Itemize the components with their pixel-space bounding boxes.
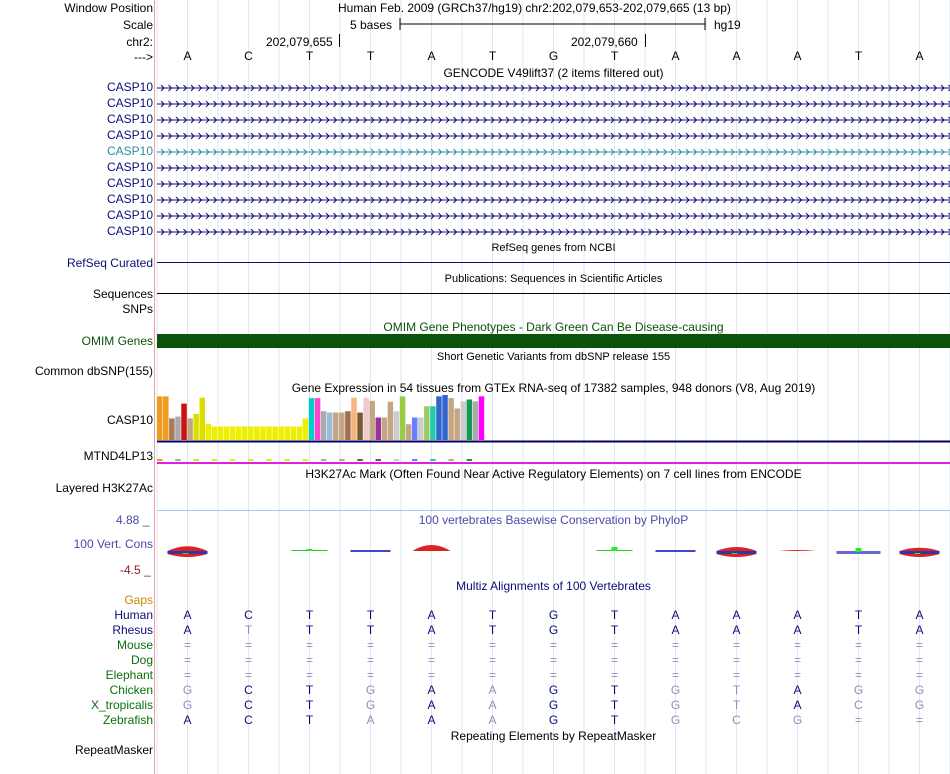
gtex-tissue-bar xyxy=(333,413,339,440)
multiz-aligned-base: G xyxy=(365,698,376,712)
multiz-aligned-base: = xyxy=(854,713,862,727)
scale-text: 5 bases xyxy=(350,18,393,32)
multiz-aligned-base: A xyxy=(793,683,802,697)
multiz-aligned-base: G xyxy=(182,683,193,697)
gtex-tissue-bar xyxy=(297,427,303,441)
multiz-aligned-base: G xyxy=(365,683,376,697)
multiz-aligned-base: = xyxy=(427,653,435,667)
multiz-aligned-base: A xyxy=(671,623,680,637)
phylop-score-glyph xyxy=(413,545,451,551)
dna-base: T xyxy=(488,49,497,63)
multiz-species-label[interactable]: Elephant xyxy=(105,668,153,682)
multiz-aligned-base: A xyxy=(427,608,436,622)
dna-base: A xyxy=(427,49,436,63)
refseq-curated-label[interactable]: RefSeq Curated xyxy=(66,256,153,270)
phylop-score-glyph xyxy=(900,548,940,557)
omim-genes-label[interactable]: OMIM Genes xyxy=(81,334,153,348)
gencode-transcript-label[interactable]: CASP10 xyxy=(106,96,153,110)
refseq-gene-line[interactable] xyxy=(157,262,950,263)
gencode-transcript-line xyxy=(157,197,950,203)
gtex-tissue-bar xyxy=(260,427,266,441)
gtex-tissue-bar xyxy=(339,413,345,440)
coordinate-tick-mark-2 xyxy=(645,34,646,47)
gtex-tissue-bar xyxy=(388,402,394,440)
gtex-tissue-bar xyxy=(436,396,442,440)
multiz-aligned-base: G xyxy=(792,713,803,727)
gencode-gene-models[interactable] xyxy=(157,80,950,240)
gtex-tissue-bar xyxy=(454,409,460,441)
multiz-aligned-base: G xyxy=(548,713,559,727)
scale-label[interactable]: Scale xyxy=(122,18,153,32)
phylop-score-glyph xyxy=(717,547,757,557)
window-position-text: Human Feb. 2009 (GRCh37/hg19) chr2:202,079,653-202,079,665 (13 bp) xyxy=(338,1,731,15)
gtex-tissue-bar xyxy=(181,404,187,440)
multiz-aligned-base: = xyxy=(366,668,374,682)
scale-bar xyxy=(399,17,711,31)
multiz-aligned-base: = xyxy=(549,653,557,667)
h3k27ac-track-title[interactable]: H3K27Ac Mark (Often Found Near Active Regulatory Elements) on 7 cell lines from ENCODE xyxy=(305,467,802,481)
gtex-tissue-bar xyxy=(175,417,181,440)
gtex-tissue-bar-small xyxy=(321,459,327,461)
gtex-tissue-bar xyxy=(448,398,454,440)
gtex-track-title[interactable]: Gene Expression in 54 tissues from GTEx RNA-seq of 17382 samples, 948 donors (V8, Aug 2019) xyxy=(291,381,816,395)
multiz-aligned-base: T xyxy=(610,623,619,637)
multiz-aligned-base: C xyxy=(854,698,863,712)
dna-base: A xyxy=(183,49,192,63)
gtex-tissue-bar-small xyxy=(193,459,199,461)
publications-track-title[interactable]: Publications: Sequences in Scientific Articles xyxy=(444,273,663,285)
multiz-aligned-base: = xyxy=(305,653,313,667)
multiz-aligned-base: T xyxy=(854,623,863,637)
gtex-tissue-bar xyxy=(236,427,242,441)
multiz-aligned-base: = xyxy=(183,638,191,652)
coordinate-tick-1: 202,079,655 xyxy=(266,35,333,49)
multiz-aligned-base: C xyxy=(244,698,253,712)
gtex-tissue-bar xyxy=(351,398,357,440)
multiz-aligned-base: = xyxy=(732,638,740,652)
gtex-tissue-bar-small xyxy=(266,459,272,461)
phylop-score-glyph xyxy=(168,546,208,557)
multiz-aligned-base: = xyxy=(549,668,557,682)
multiz-species-label[interactable]: Dog xyxy=(130,653,153,667)
gtex-tissue-bar-small xyxy=(303,459,309,461)
gtex-tissue-bar xyxy=(394,411,400,440)
multiz-aligned-base: = xyxy=(488,653,496,667)
multiz-aligned-base: T xyxy=(610,698,619,712)
phylop-conservation-graph[interactable] xyxy=(157,528,950,578)
multiz-species-label[interactable]: Zebrafish xyxy=(102,713,153,727)
multiz-aligned-base: = xyxy=(244,638,252,652)
gencode-transcript-label[interactable]: CASP10 xyxy=(106,144,153,158)
multiz-aligned-base: = xyxy=(366,638,374,652)
multiz-aligned-base: = xyxy=(793,638,801,652)
multiz-aligned-base: G xyxy=(548,698,559,712)
gtex-tissue-bar xyxy=(376,418,382,441)
gtex-tissue-bar xyxy=(369,401,375,440)
multiz-species-label[interactable]: Human xyxy=(114,608,153,622)
multiz-aligned-base: = xyxy=(366,653,374,667)
multiz-aligned-base: = xyxy=(671,653,679,667)
gencode-transcript-label[interactable]: CASP10 xyxy=(106,208,153,222)
multiz-aligned-base: = xyxy=(854,638,862,652)
dna-base: T xyxy=(854,49,863,63)
multiz-aligned-base: T xyxy=(305,698,314,712)
multiz-aligned-base: = xyxy=(305,668,313,682)
multiz-aligned-base: A xyxy=(915,623,924,637)
gtex-tissue-bar-small xyxy=(430,459,436,461)
gencode-transcript-label[interactable]: CASP10 xyxy=(106,160,153,174)
dna-base: T xyxy=(305,49,314,63)
dna-base: T xyxy=(366,49,375,63)
phylop-score-glyph xyxy=(779,550,817,551)
gtex-gene-label-casp10[interactable]: CASP10 xyxy=(106,413,153,427)
gencode-transcript-line xyxy=(157,149,950,155)
multiz-aligned-base: G xyxy=(670,683,681,697)
gtex-tissue-bar xyxy=(206,424,212,440)
multiz-aligned-base: T xyxy=(488,608,497,622)
layered-h3k27ac-label[interactable]: Layered H3K27Ac xyxy=(55,481,153,495)
gtex-tissue-bar-small xyxy=(248,459,254,461)
gtex-tissue-bar-small xyxy=(412,459,418,461)
multiz-aligned-base: C xyxy=(244,608,253,622)
dna-base: A xyxy=(671,49,680,63)
coordinate-tick-2: 202,079,660 xyxy=(571,35,638,49)
gencode-transcript-line xyxy=(157,133,950,139)
dna-base: A xyxy=(793,49,802,63)
gtex-tissue-bar xyxy=(315,398,321,440)
dna-base: A xyxy=(732,49,741,63)
gencode-transcript-label[interactable]: CASP10 xyxy=(106,192,153,206)
gtex-tissue-bar xyxy=(291,427,297,441)
gtex-tissue-bar xyxy=(212,427,218,441)
multiz-aligned-base: A xyxy=(488,683,497,697)
multiz-aligned-base: = xyxy=(488,668,496,682)
gtex-tissue-bar-small xyxy=(376,459,382,461)
multiz-aligned-base: A xyxy=(183,713,192,727)
multiz-aligned-base: A xyxy=(793,623,802,637)
multiz-aligned-base: T xyxy=(854,608,863,622)
gtex-tissue-bar xyxy=(218,427,224,441)
multiz-aligned-base: C xyxy=(244,713,253,727)
multiz-aligned-base: T xyxy=(732,683,741,697)
gtex-tissue-bar xyxy=(418,418,424,441)
gtex-expression-chart[interactable] xyxy=(157,395,950,467)
multiz-species-label[interactable]: X_tropicalis xyxy=(90,698,153,712)
gencode-transcript-label[interactable]: CASP10 xyxy=(106,128,153,142)
multiz-aligned-base: C xyxy=(244,683,253,697)
multiz-aligned-base: G xyxy=(914,698,925,712)
gencode-transcript-line xyxy=(157,181,950,187)
gencode-transcript-label[interactable]: CASP10 xyxy=(106,80,153,94)
strand-arrow-label[interactable]: ---> xyxy=(134,50,153,64)
multiz-aligned-base: A xyxy=(427,683,436,697)
gtex-tissue-bar xyxy=(157,396,163,440)
multiz-species-label[interactable]: Chicken xyxy=(109,683,153,697)
gtex-tissue-bar-small xyxy=(212,459,218,461)
multiz-aligned-base: A xyxy=(427,713,436,727)
gtex-tissue-bar xyxy=(266,427,272,441)
multiz-aligned-base: A xyxy=(793,608,802,622)
multiz-aligned-base: T xyxy=(488,623,497,637)
multiz-aligned-base: = xyxy=(854,668,862,682)
gtex-tissue-bar-small xyxy=(467,459,473,461)
gencode-transcript-line xyxy=(157,229,950,235)
gtex-tissue-bar xyxy=(163,396,169,440)
multiz-aligned-base: G xyxy=(670,713,681,727)
gencode-transcript-line xyxy=(157,213,950,219)
multiz-aligned-base: = xyxy=(549,638,557,652)
omim-track-title[interactable]: OMIM Gene Phenotypes - Dark Green Can Be Disease-causing xyxy=(383,320,724,334)
gtex-tissue-bar-small xyxy=(157,459,163,461)
repeatmasker-track-title[interactable]: Repeating Elements by RepeatMasker xyxy=(450,729,657,743)
multiz-aligned-base: A xyxy=(915,608,924,622)
multiz-aligned-base: T xyxy=(732,698,741,712)
multiz-aligned-base: = xyxy=(427,668,435,682)
multiz-aligned-base: = xyxy=(915,713,923,727)
multiz-aligned-base: A xyxy=(183,608,192,622)
sequences-label[interactable]: Sequences xyxy=(92,287,153,301)
gtex-tissue-bar xyxy=(473,401,479,440)
phylop-score-glyph xyxy=(837,548,881,554)
omim-gene-bar[interactable] xyxy=(157,334,950,348)
gtex-tissue-bar-small xyxy=(284,459,290,461)
multiz-aligned-base: = xyxy=(915,668,923,682)
multiz-aligned-base: G xyxy=(853,683,864,697)
multiz-aligned-base: G xyxy=(548,683,559,697)
multiz-aligned-base: A xyxy=(732,623,741,637)
gtex-tissue-bar xyxy=(442,395,448,440)
dna-base: T xyxy=(610,49,619,63)
phylop-max-label: 4.88 _ xyxy=(116,513,150,527)
gtex-tissue-bar xyxy=(272,427,278,441)
chromosome-label[interactable]: chr2: xyxy=(126,35,153,49)
multiz-aligned-base: = xyxy=(183,653,191,667)
multiz-aligned-base: = xyxy=(610,638,618,652)
gtex-tissue-bar-small xyxy=(339,459,345,461)
multiz-species-label[interactable]: Rhesus xyxy=(112,623,153,637)
gtex-tissue-bar xyxy=(430,406,436,440)
phylop-score-glyph xyxy=(656,550,696,552)
gtex-tissue-bar xyxy=(345,411,351,440)
gencode-transcript-line xyxy=(157,85,950,91)
dna-base: G xyxy=(548,49,559,63)
gtex-tissue-bar xyxy=(321,411,327,440)
gtex-tissue-bar xyxy=(406,424,412,440)
multiz-species-label[interactable]: Mouse xyxy=(116,638,153,652)
multiz-aligned-base: T xyxy=(305,683,314,697)
multiz-aligned-base: G xyxy=(548,623,559,637)
gtex-tissue-bar xyxy=(284,427,290,441)
gtex-tissue-bar xyxy=(242,427,248,441)
multiz-aligned-base: T xyxy=(610,683,619,697)
common-dbsnp-label[interactable]: Common dbSNP(155) xyxy=(34,364,153,378)
gtex-tissue-bar xyxy=(230,427,236,441)
gencode-transcript-label[interactable]: CASP10 xyxy=(106,176,153,190)
track-label-divider xyxy=(154,0,155,774)
gtex-tissue-bar-small xyxy=(448,459,454,461)
gtex-tissue-bar-small xyxy=(230,459,236,461)
multiz-aligned-base: G xyxy=(670,698,681,712)
multiz-aligned-base: = xyxy=(244,653,252,667)
multiz-aligned-base: = xyxy=(305,638,313,652)
gtex-tissue-bar xyxy=(278,427,284,441)
multiz-aligned-base: = xyxy=(244,668,252,682)
multiz-aligned-base: = xyxy=(793,668,801,682)
multiz-aligned-base: A xyxy=(671,608,680,622)
multiz-aligned-base: = xyxy=(732,653,740,667)
gtex-tissue-bar xyxy=(187,418,193,440)
multiz-aligned-base: T xyxy=(305,713,314,727)
multiz-aligned-base: T xyxy=(610,608,619,622)
gencode-track-title[interactable]: GENCODE V49lift37 (2 items filtered out) xyxy=(443,66,664,80)
gtex-tissue-bar xyxy=(193,414,199,440)
gtex-tissue-bar xyxy=(303,418,309,440)
gtex-tissue-bar xyxy=(363,398,369,440)
multiz-aligned-base: A xyxy=(488,698,497,712)
gtex-tissue-bar xyxy=(412,418,418,441)
multiz-aligned-base: A xyxy=(488,713,497,727)
snps-label[interactable]: SNPs xyxy=(122,302,153,316)
gtex-tissue-bar xyxy=(467,400,473,441)
gtex-tissue-bar xyxy=(224,427,230,441)
multiz-aligned-base: = xyxy=(915,653,923,667)
multiz-aligned-base: = xyxy=(427,638,435,652)
phylop-score-glyph xyxy=(597,547,633,551)
multiz-aligned-base: T xyxy=(305,608,314,622)
gtex-tissue-bar-small xyxy=(394,459,400,461)
coordinate-tick-mark-1 xyxy=(339,34,340,47)
multiz-aligned-base: = xyxy=(732,668,740,682)
multiz-aligned-base: A xyxy=(183,623,192,637)
multiz-aligned-base: T xyxy=(305,623,314,637)
sequences-line[interactable] xyxy=(157,293,950,294)
multiz-aligned-base: G xyxy=(914,683,925,697)
gtex-tissue-bar-small xyxy=(357,459,363,461)
multiz-aligned-base: = xyxy=(915,638,923,652)
multiz-aligned-base: = xyxy=(854,653,862,667)
gtex-tissue-bar xyxy=(382,418,388,441)
h3k27ac-baseline xyxy=(157,510,950,511)
gtex-tissue-bar xyxy=(309,398,315,440)
gtex-tissue-bar-small xyxy=(175,459,181,461)
gencode-transcript-label[interactable]: CASP10 xyxy=(106,224,153,238)
multiz-aligned-base: = xyxy=(610,653,618,667)
multiz-aligned-base: = xyxy=(671,638,679,652)
phylop-track-label[interactable]: 100 Vert. Cons xyxy=(73,537,153,551)
gtex-tissue-bar xyxy=(479,396,485,440)
multiz-aligned-base: A xyxy=(427,698,436,712)
multiz-track-title[interactable]: Multiz Alignments of 100 Vertebrates xyxy=(456,579,651,593)
multiz-aligned-base: A xyxy=(427,623,436,637)
multiz-aligned-base: A xyxy=(366,713,375,727)
multiz-aligned-base: T xyxy=(610,713,619,727)
multiz-aligned-base: A xyxy=(732,608,741,622)
multiz-aligned-base: T xyxy=(366,608,375,622)
gtex-gene-label-mtnd4lp13[interactable]: MTND4LP13 xyxy=(83,449,153,463)
gtex-tissue-bar xyxy=(169,418,175,440)
phylop-track-title[interactable]: 100 vertebrates Basewise Conservation by PhyloP xyxy=(418,513,689,527)
multiz-aligned-base: T xyxy=(244,623,253,637)
multiz-aligned-base: G xyxy=(182,698,193,712)
multiz-aligned-base: = xyxy=(488,638,496,652)
multiz-aligned-base: C xyxy=(732,713,741,727)
gaps-label[interactable]: Gaps xyxy=(124,593,153,607)
window-position-label[interactable]: Window Position xyxy=(64,1,153,15)
phylop-min-label: -4.5 _ xyxy=(120,563,151,577)
gtex-tissue-bar xyxy=(248,427,254,441)
refseq-track-title[interactable]: RefSeq genes from NCBI xyxy=(491,242,616,254)
multiz-aligned-base: = xyxy=(610,668,618,682)
gtex-tissue-bar xyxy=(424,406,430,440)
dbsnp-track-title[interactable]: Short Genetic Variants from dbSNP release 155 xyxy=(436,351,671,363)
phylop-score-glyph xyxy=(292,549,328,551)
gtex-tissue-bar xyxy=(461,401,467,440)
gtex-tissue-bar xyxy=(199,398,205,440)
gtex-tissue-bar xyxy=(357,413,363,440)
multiz-aligned-base: = xyxy=(671,668,679,682)
multiz-aligned-base: = xyxy=(183,668,191,682)
gencode-transcript-line xyxy=(157,165,950,171)
phylop-score-glyph xyxy=(351,550,391,552)
multiz-aligned-base: G xyxy=(548,608,559,622)
repeatmasker-label[interactable]: RepeatMasker xyxy=(74,743,153,757)
gtex-tissue-bar xyxy=(327,413,333,440)
dna-base: C xyxy=(244,49,253,63)
dna-base: A xyxy=(915,49,924,63)
gencode-transcript-label[interactable]: CASP10 xyxy=(106,112,153,126)
gtex-tissue-bar xyxy=(254,427,260,441)
assembly-label: hg19 xyxy=(714,18,741,32)
gencode-transcript-line xyxy=(157,101,950,107)
gencode-transcript-line xyxy=(157,117,950,123)
multiz-aligned-base: = xyxy=(793,653,801,667)
gtex-tissue-bar xyxy=(400,396,406,440)
multiz-aligned-base: T xyxy=(366,623,375,637)
multiz-aligned-base: A xyxy=(793,698,802,712)
